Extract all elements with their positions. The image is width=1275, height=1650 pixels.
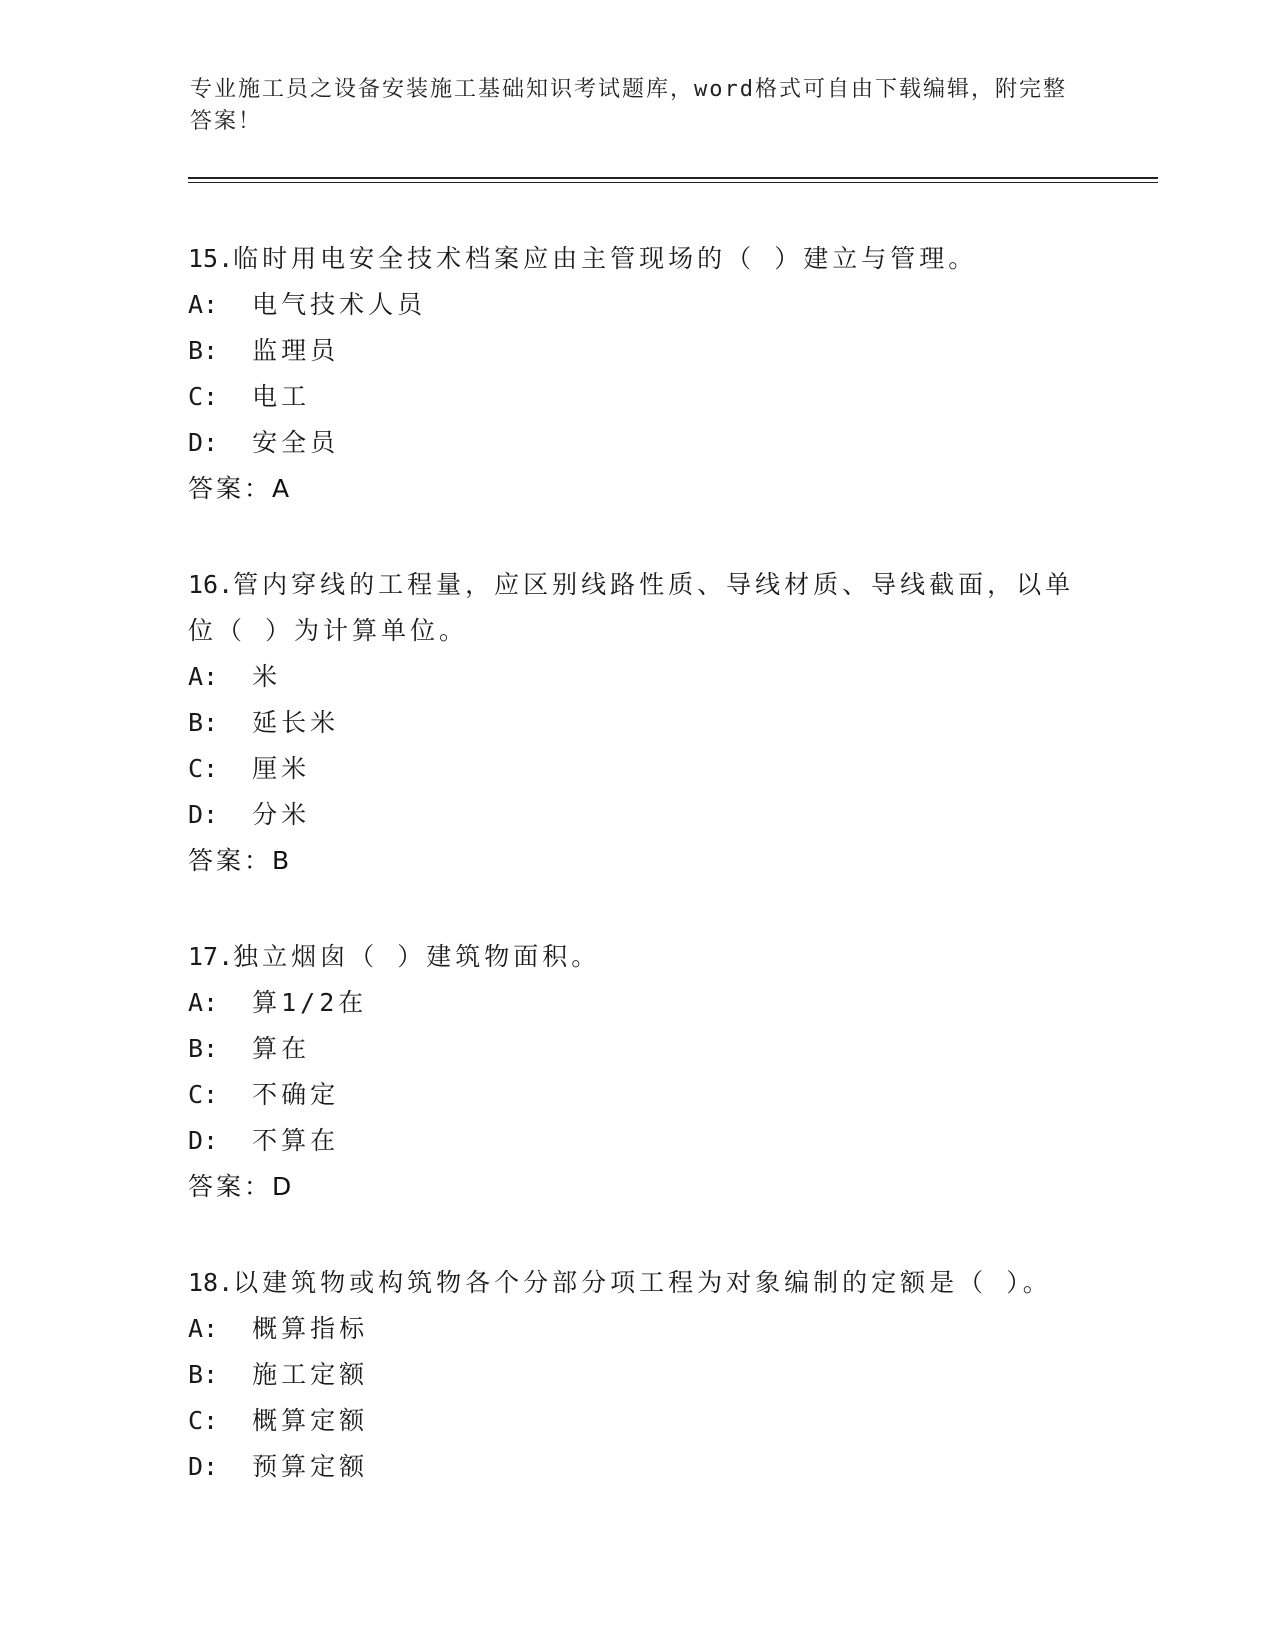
option-b xyxy=(188,1026,1088,1072)
option-c xyxy=(188,1072,1088,1118)
question-text: 管内穿线的工程量，应区别线路性质、导线材质、导线截面，以单位（ ）为计算单位。 xyxy=(188,570,1075,645)
option-letter: D: xyxy=(188,428,219,457)
option-b xyxy=(188,700,1088,746)
question-number: 17. xyxy=(188,942,234,971)
option-c xyxy=(188,374,1088,420)
option-letter: A: xyxy=(188,290,219,319)
question-15 xyxy=(188,236,1088,512)
option-letter: D: xyxy=(188,1452,219,1481)
document-header: 专业施工员之设备安装施工基础知识考试题库，word格式可自由下载编辑，附完整答案！ xyxy=(190,77,1067,134)
option-text: 不确定 xyxy=(252,1080,340,1109)
header-rule-top xyxy=(188,177,1158,179)
option-letter: C: xyxy=(188,754,219,783)
question-18 xyxy=(188,1260,1088,1490)
option-d xyxy=(188,1118,1088,1164)
option-letter: C: xyxy=(188,382,219,411)
option-text: 分米 xyxy=(252,800,311,829)
option-letter: A: xyxy=(188,662,219,691)
question-stem xyxy=(188,236,1088,282)
option-d xyxy=(188,420,1088,466)
header-rule-bottom xyxy=(188,182,1158,183)
option-text: 预算定额 xyxy=(252,1452,369,1481)
option-d xyxy=(188,1444,1088,1490)
option-letter: B: xyxy=(188,336,219,365)
question-stem xyxy=(188,1260,1088,1306)
option-text: 延长米 xyxy=(252,708,340,737)
option-a xyxy=(188,1306,1088,1352)
option-a xyxy=(188,654,1088,700)
option-letter: B: xyxy=(188,708,219,737)
option-b xyxy=(188,328,1088,374)
option-text: 监理员 xyxy=(252,336,340,365)
option-letter: D: xyxy=(188,800,219,829)
question-number: 15. xyxy=(188,244,234,273)
option-letter: A: xyxy=(188,1314,219,1343)
question-number: 16. xyxy=(188,570,234,599)
option-letter: A: xyxy=(188,988,219,1017)
question-stem xyxy=(188,562,1088,654)
answer-line: 答案：A xyxy=(188,474,293,503)
option-b xyxy=(188,1352,1088,1398)
answer-line: 答案：D xyxy=(188,1172,295,1201)
question-list xyxy=(188,236,1088,1540)
option-text: 电工 xyxy=(252,382,311,411)
option-text: 厘米 xyxy=(252,754,311,783)
option-letter: C: xyxy=(188,1080,219,1109)
option-a xyxy=(188,980,1088,1026)
option-letter: B: xyxy=(188,1034,219,1063)
option-letter: C: xyxy=(188,1406,219,1435)
option-text: 安全员 xyxy=(252,428,340,457)
option-text: 不算在 xyxy=(252,1126,340,1155)
option-text: 概算指标 xyxy=(252,1314,369,1343)
option-d xyxy=(188,792,1088,838)
option-text: 电气技术人员 xyxy=(252,290,427,319)
option-text: 算1/2在 xyxy=(252,988,368,1017)
option-text: 概算定额 xyxy=(252,1406,369,1435)
option-c xyxy=(188,1398,1088,1444)
answer-line: 答案：B xyxy=(188,846,293,875)
option-text: 米 xyxy=(252,662,282,691)
question-16 xyxy=(188,562,1088,884)
question-text: 独立烟囱（ ）建筑物面积。 xyxy=(233,942,601,971)
option-letter: D: xyxy=(188,1126,219,1155)
option-text: 算在 xyxy=(252,1034,311,1063)
question-text: 临时用电安全技术档案应由主管现场的（ ）建立与管理。 xyxy=(233,244,978,273)
option-c xyxy=(188,746,1088,792)
question-text: 以建筑物或构筑物各个分部分项工程为对象编制的定额是（ ）。 xyxy=(233,1268,1052,1297)
question-17 xyxy=(188,934,1088,1210)
option-letter: B: xyxy=(188,1360,219,1389)
option-text: 施工定额 xyxy=(252,1360,369,1389)
option-a xyxy=(188,282,1088,328)
question-stem xyxy=(188,934,1088,980)
question-number: 18. xyxy=(188,1268,234,1297)
